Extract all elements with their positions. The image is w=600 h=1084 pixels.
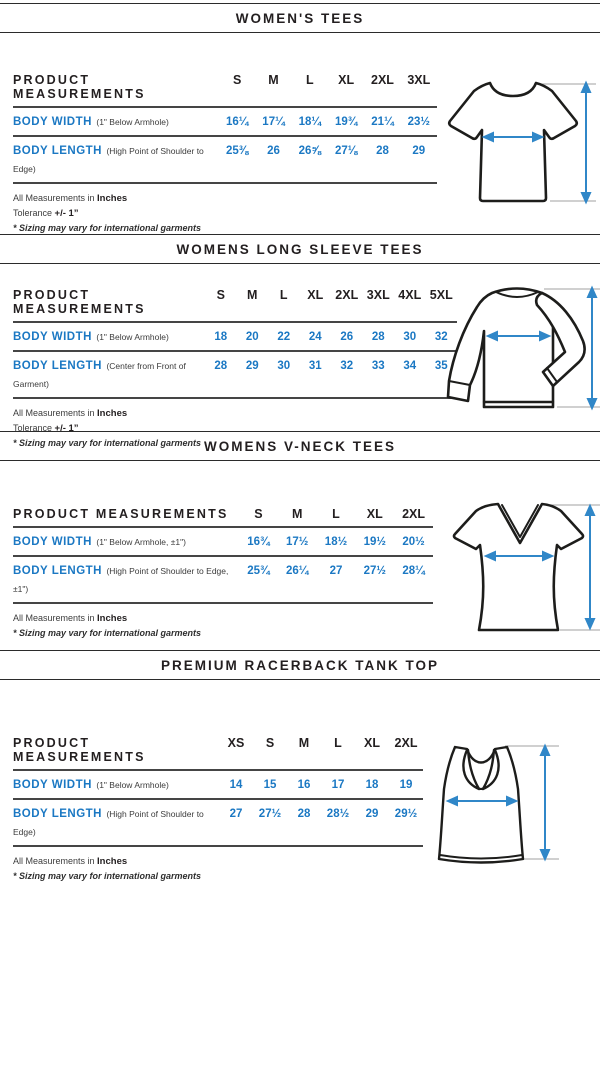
measurement-value: 27⅛ xyxy=(334,145,358,157)
row-values xyxy=(205,360,457,372)
row-label: BODY WIDTH xyxy=(13,331,92,343)
measurement-value: 32 xyxy=(340,360,354,372)
size-column-header: 2XL xyxy=(394,736,418,750)
note-bold: Inches xyxy=(97,193,128,204)
body-length-arrow xyxy=(586,506,594,628)
row-label: BODY WIDTH xyxy=(13,779,92,791)
row-label: BODY LENGTH xyxy=(13,145,102,157)
measurement-value: 28 xyxy=(371,331,385,343)
measurement-value: 28 xyxy=(214,360,228,372)
body-width-row xyxy=(13,528,433,557)
row-label-cell xyxy=(13,112,219,130)
row-label-cell xyxy=(13,141,219,177)
note-text: All Measurements in xyxy=(13,193,98,203)
body-length-row xyxy=(13,800,423,847)
size-column-header: S xyxy=(216,288,225,302)
section-header xyxy=(0,3,600,33)
size-table xyxy=(13,284,457,399)
measurement-value: 28¼ xyxy=(402,565,425,577)
row-note: (1" Below Armhole, ±1") xyxy=(96,537,186,547)
note-text: * Sizing may vary for international garments xyxy=(13,438,202,449)
measurement-value: 29 xyxy=(412,145,426,157)
measurement-value: 29 xyxy=(365,808,379,820)
size-column-header: M xyxy=(247,288,258,302)
tank-outline xyxy=(439,747,523,863)
measurement-value: 29 xyxy=(245,360,259,372)
section-header xyxy=(0,650,600,680)
size-column-header: M xyxy=(291,507,303,521)
row-values xyxy=(239,565,433,577)
note-text: All Measurements in xyxy=(13,408,98,418)
measurement-value: 26 xyxy=(340,331,354,343)
row-label: BODY LENGTH xyxy=(13,360,102,372)
size-table xyxy=(13,503,433,604)
size-column-header: 2XL xyxy=(335,288,359,302)
measurement-value: 26¼ xyxy=(286,565,309,577)
note-sizing-disclaimer xyxy=(13,436,600,450)
measurement-value: 27 xyxy=(229,808,243,820)
tee-outline xyxy=(449,83,577,201)
v-neck-tee-diagram xyxy=(432,496,600,651)
table-header-row xyxy=(13,503,433,528)
section-header xyxy=(0,234,600,264)
measurement-value: 22 xyxy=(277,331,291,343)
size-column-header: XL xyxy=(364,736,380,750)
row-values xyxy=(239,536,433,548)
row-note: (High Point of Shoulder to Edge) xyxy=(13,809,204,837)
size-column-header: 5XL xyxy=(429,288,453,302)
note-bold: +/- 1” xyxy=(54,423,79,435)
v-neck-outline xyxy=(454,504,583,630)
note-bold: Inches xyxy=(97,613,128,624)
size-column-header: 3XL xyxy=(407,73,431,87)
measurement-value: 18¼ xyxy=(298,116,322,128)
row-label-cell xyxy=(13,775,219,793)
row-label-cell xyxy=(13,327,205,345)
note-text: * Sizing may vary for international garments xyxy=(13,871,202,882)
note-bold: Inches xyxy=(97,856,128,867)
long-sleeve-tee-diagram xyxy=(432,281,600,430)
measurement-value: 18 xyxy=(365,779,379,791)
measurement-value: 27½ xyxy=(363,565,386,577)
note-text: * Sizing may vary for international garments xyxy=(13,223,202,234)
body-width-row xyxy=(13,771,423,800)
body-length-row xyxy=(13,557,433,604)
section-title: WOMENS V-NECK TEES xyxy=(203,439,396,454)
measurement-value: 28 xyxy=(297,808,311,820)
size-column-header: L xyxy=(332,507,340,521)
measurement-value: 15 xyxy=(263,779,277,791)
long-sleeve-outline xyxy=(448,289,585,408)
table-header-row xyxy=(13,284,457,323)
section-womens-v-neck-tees xyxy=(0,431,600,650)
size-column-header: S xyxy=(265,736,275,750)
row-note: (High Point of Shoulder to Edge, ±1") xyxy=(13,566,229,594)
measurement-value: 17 xyxy=(331,779,345,791)
size-column-header: L xyxy=(306,73,314,87)
measurement-value: 33 xyxy=(371,360,385,372)
row-label: BODY LENGTH xyxy=(13,565,102,577)
section-title: WOMEN'S TEES xyxy=(235,11,365,26)
size-column-headers xyxy=(219,736,423,750)
measurement-value: 23½ xyxy=(407,116,430,128)
note-text: Tolerance xyxy=(13,423,55,434)
section-premium-racerback-tank-top xyxy=(0,650,600,1084)
measurement-value: 20 xyxy=(245,331,259,343)
row-note: (1" Below Armhole) xyxy=(96,780,169,790)
body-length-arrow xyxy=(582,83,590,202)
size-column-header: L xyxy=(334,736,342,750)
row-label-cell xyxy=(13,356,205,392)
note-text: All Measurements in xyxy=(13,613,98,623)
row-values xyxy=(219,145,437,157)
measurement-value: 19½ xyxy=(363,536,386,548)
size-column-header: 2XL xyxy=(402,507,426,521)
measurement-value: 30 xyxy=(403,331,417,343)
table-header-label: PRODUCT MEASUREMENTS xyxy=(13,736,146,764)
size-column-header: 4XL xyxy=(398,288,422,302)
body-width-row xyxy=(13,108,437,137)
measurement-value: 17½ xyxy=(286,536,309,548)
measurement-value: 16 xyxy=(297,779,311,791)
measurement-value: 32 xyxy=(434,331,448,343)
row-note: (Center from Front of Garment) xyxy=(13,361,186,389)
measurement-value: 26⅝ xyxy=(298,145,322,157)
size-column-header: S xyxy=(254,507,263,521)
section-content xyxy=(0,69,600,234)
measurement-value: 28 xyxy=(376,145,389,157)
measurement-value: 35 xyxy=(434,360,448,372)
table-header-row xyxy=(13,69,437,108)
measurement-value: 27 xyxy=(329,565,343,577)
table-header-row xyxy=(13,732,423,771)
size-column-header: XL xyxy=(366,507,383,521)
measurement-value: 19¾ xyxy=(334,116,358,128)
body-length-row xyxy=(13,137,437,184)
note-bold: +/- 1” xyxy=(54,208,79,220)
measurement-value: 20½ xyxy=(402,536,425,548)
body-width-row xyxy=(13,323,457,352)
row-label-cell xyxy=(13,532,239,550)
measurement-value: 19 xyxy=(399,779,413,791)
measurement-value: 25¾ xyxy=(247,565,270,577)
measurement-value: 28½ xyxy=(326,808,350,820)
section-content xyxy=(0,732,600,1084)
row-note: (1" Below Armhole) xyxy=(96,332,169,342)
measurement-value: 21¼ xyxy=(371,116,394,128)
row-label: BODY WIDTH xyxy=(13,536,92,548)
table-header-label: PRODUCT MEASUREMENTS xyxy=(13,73,146,101)
body-length-arrow xyxy=(588,288,596,408)
size-column-header: M xyxy=(298,736,310,750)
section-title: WOMENS LONG SLEEVE TEES xyxy=(176,242,424,257)
size-column-headers xyxy=(219,73,437,87)
body-length-row xyxy=(13,352,457,399)
measurement-value: 34 xyxy=(403,360,417,372)
size-column-header: M xyxy=(268,73,279,87)
table-header-label: PRODUCT MEASUREMENTS xyxy=(13,507,229,521)
size-column-header: XL xyxy=(307,288,324,302)
table-header-label: PRODUCT MEASUREMENTS xyxy=(13,288,146,316)
measurement-value: 24 xyxy=(308,331,322,343)
measurement-value: 30 xyxy=(277,360,291,372)
size-column-header: L xyxy=(279,288,288,302)
measurement-value: 16¼ xyxy=(225,116,249,128)
row-values xyxy=(219,779,423,791)
row-label: BODY WIDTH xyxy=(13,116,92,128)
section-title: PREMIUM RACERBACK TANK TOP xyxy=(161,658,439,673)
note-text: * Sizing may vary for international garments xyxy=(13,628,202,639)
section-content xyxy=(0,503,600,650)
row-note: (High Point of Shoulder to Edge) xyxy=(13,146,204,174)
row-values xyxy=(219,116,437,128)
measurement-value: 29½ xyxy=(394,808,418,820)
size-column-header: S xyxy=(232,73,242,87)
body-length-arrow xyxy=(541,746,549,859)
racerback-tank-diagram xyxy=(411,737,566,880)
size-table xyxy=(13,732,423,847)
measurement-value: 14 xyxy=(229,779,243,791)
note-text: All Measurements in xyxy=(13,856,98,866)
size-column-header: XL xyxy=(338,73,355,87)
note-text: Tolerance xyxy=(13,208,55,219)
size-column-header: 3XL xyxy=(366,288,390,302)
size-column-headers xyxy=(205,288,457,302)
measurement-value: 26 xyxy=(267,145,280,157)
row-label: BODY LENGTH xyxy=(13,808,102,820)
measurement-value: 18½ xyxy=(324,536,348,548)
measurement-value: 18 xyxy=(214,331,228,343)
measurement-value: 16¾ xyxy=(247,536,270,548)
section-womens-tees xyxy=(0,3,600,234)
measurement-value: 27½ xyxy=(258,808,282,820)
measurement-value: 31 xyxy=(308,360,322,372)
measurement-value: 17¼ xyxy=(262,116,285,128)
size-column-header: 2XL xyxy=(371,73,394,87)
size-column-headers xyxy=(239,507,433,521)
row-values xyxy=(205,331,457,343)
note-bold: Inches xyxy=(97,408,128,419)
short-sleeve-tee-diagram xyxy=(428,75,598,224)
row-label-cell xyxy=(13,561,239,597)
row-label-cell xyxy=(13,804,219,840)
row-note: (1" Below Armhole) xyxy=(96,117,169,127)
row-values xyxy=(219,808,423,820)
size-column-header: XS xyxy=(227,736,245,750)
measurement-value: 25⅜ xyxy=(225,145,249,157)
size-table xyxy=(13,69,437,184)
